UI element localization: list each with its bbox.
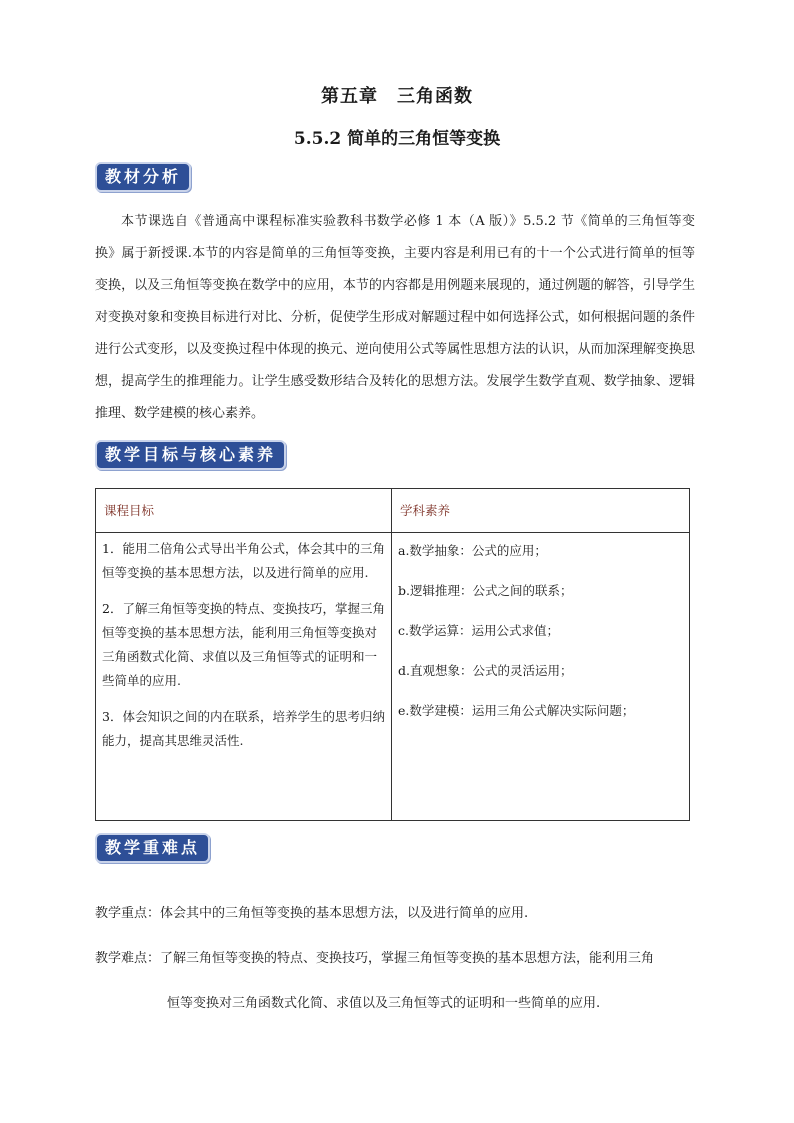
literacy-item: d.直观想象：公式的灵活运用； (398, 663, 573, 678)
literacy-item: a.数学抽象：公式的应用； (398, 543, 547, 558)
literacy-item: e.数学建模：运用三角公式解决实际问题； (398, 703, 635, 718)
goals-cell (96, 533, 392, 821)
section-title: 5.5.2 简单的三角恒等变换 (293, 129, 501, 149)
goal-item: 1．能用二倍角公式导出半角公式，体会其中的三角恒等变换的基本思想方法，以及进行简单的应用. (102, 541, 385, 580)
table-header-row (96, 489, 690, 533)
key-point-text: 教学重点：体会其中的三角恒等变换的基本思想方法，以及进行简单的应用. (95, 906, 529, 921)
literacy-item: c.数学运算：运用公式求值； (398, 623, 559, 638)
goal-item: 2．了解三角恒等变换的特点、变换技巧，掌握三角恒等变换的基本思想方法，能利用三角恒等变换对三角函数式化简、求值以及三角恒等式的证明和一些简单的应用. (102, 601, 385, 688)
literacy-item: b.逻辑推理：公式之间的联系； (398, 583, 573, 598)
goal-item: 3．体会知识之间的内在联系，培养学生的思考归纳能力，提高其思维灵活性. (102, 709, 385, 748)
difficulty-text-line2: 恒等变换对三角函数式化简、求值以及三角恒等式的证明和一些简单的应用. (167, 996, 601, 1011)
chapter-title: 第五章 三角函数 (321, 86, 473, 107)
banner-key-points: 教学重难点 (95, 833, 210, 863)
table-row (96, 533, 690, 821)
literacy-cell (392, 533, 690, 821)
analysis-paragraph: 本节课选自《普通高中课程标准实验教科书数学必修 1 本（A 版）》5.5.2 节《简单的三角恒等变换》属于新授课.本节的内容是简单的三角恒等变换，主要内容是利用已有的十一个公式进行简单的恒等变换，以及三角恒等变换在数学中的应用，本节的内容都是用例题来展现的，通过例题的解答，引导学生对变换对象和变换目标进行对比、分析，促使学生形成对解题过程中如何选择公式，如何根据问题的条件进行公式变形，以及变换过程中体现的换元、逆向使用公式等属性思想方法的认识，从而加深理解变换思想，提高学生的推理能力。让学生感受数形结合及转化的思想方法。发展学生数学直观、数学抽象、逻辑推理、数学建模的核心素养。 (95, 214, 695, 421)
header-course-goals: 课程目标 (96, 489, 392, 533)
difficulty-text-line1: 教学难点：了解三角恒等变换的特点、变换技巧，掌握三角恒等变换的基本思想方法，能利用三角 (95, 951, 655, 966)
banner-goals: 教学目标与核心素养 (95, 440, 286, 470)
header-literacy: 学科素养 (392, 489, 690, 533)
goals-table (95, 488, 690, 821)
banner-analysis: 教材分析 (95, 162, 191, 192)
